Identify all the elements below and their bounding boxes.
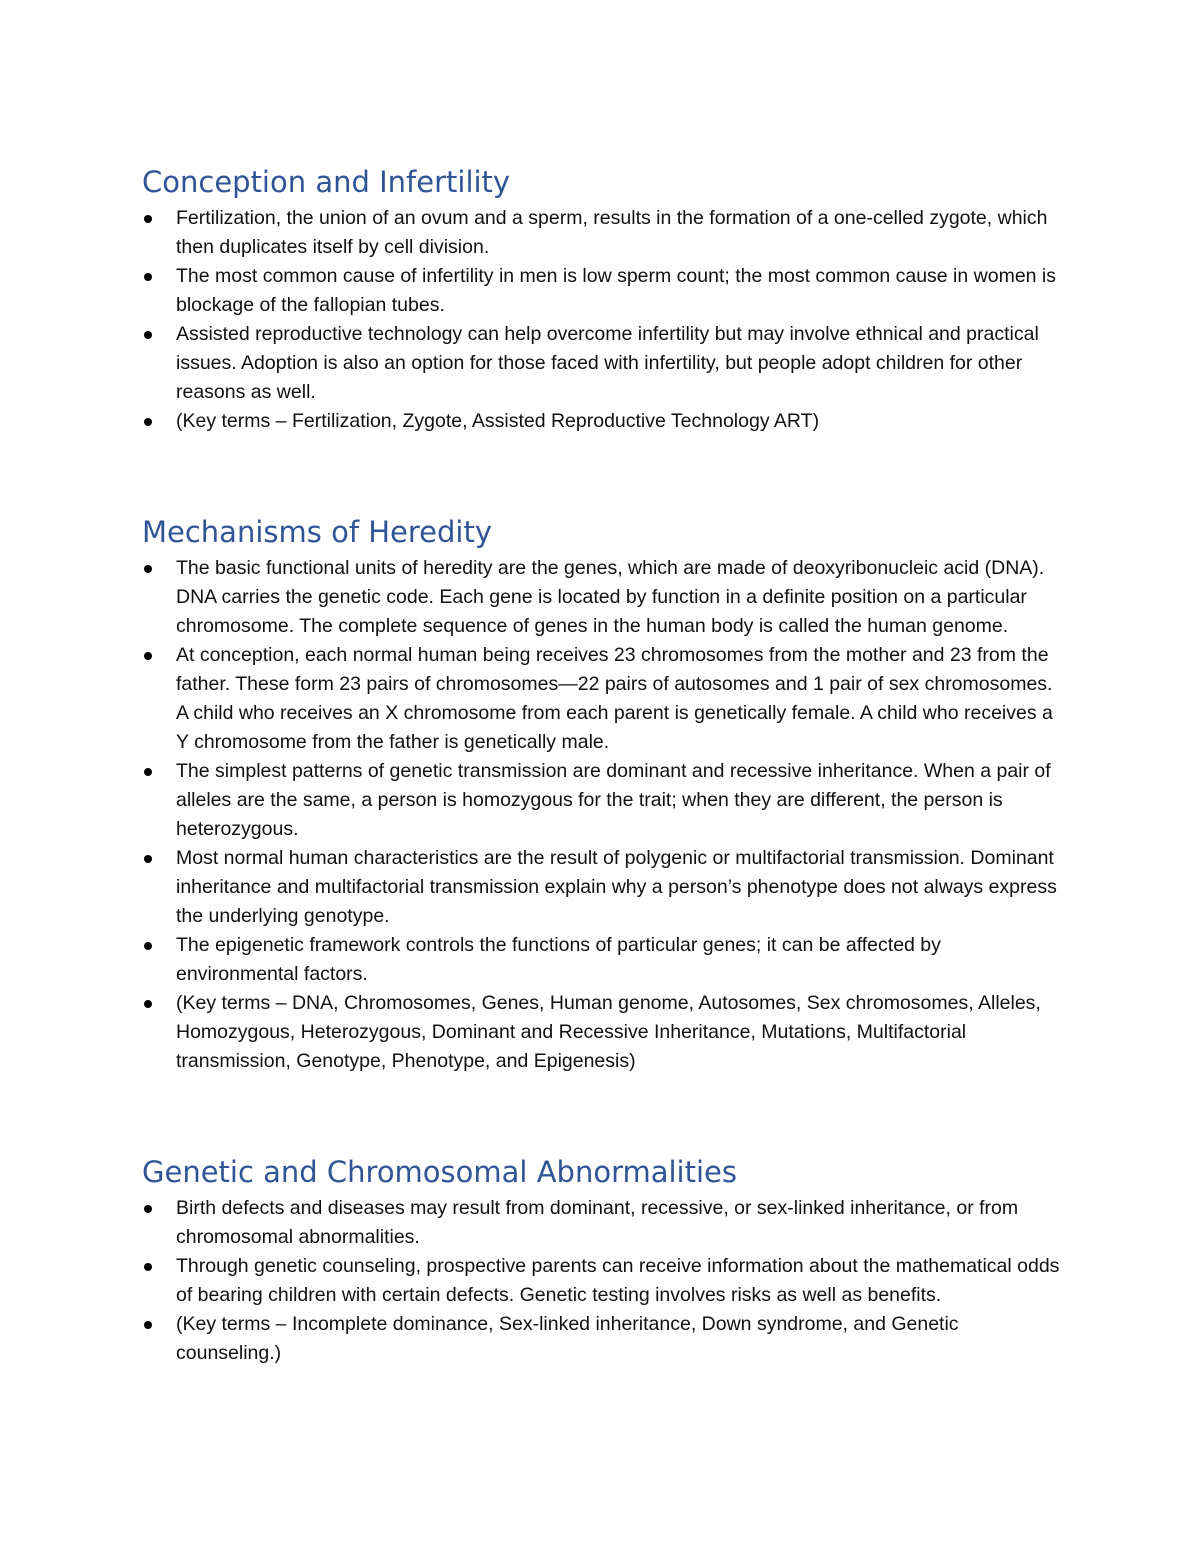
list-item — [142, 554, 1067, 641]
section-heading: Conception and Infertility — [142, 165, 511, 199]
bullet-list — [142, 1194, 1067, 1368]
bullet-icon — [144, 1000, 152, 1008]
list-item-text: The epigenetic framework controls the functions of particular genes; it can be affected by environmental factors. — [176, 934, 941, 985]
document-page — [142, 160, 1067, 1368]
list-item-text: Birth defects and diseases may result from dominant, recessive, or sex-linked inheritance, or from chromosomal abnormalities. — [176, 1197, 1019, 1248]
bullet-list — [142, 554, 1067, 1076]
list-item — [142, 757, 1067, 844]
bullet-icon — [144, 652, 152, 660]
section-mechanisms-of-heredity — [142, 510, 1067, 1076]
bullet-icon — [144, 273, 152, 281]
list-item — [142, 1252, 1067, 1310]
list-item — [142, 320, 1067, 407]
bullet-icon — [144, 942, 152, 950]
bullet-icon — [144, 418, 152, 426]
list-item — [142, 844, 1067, 931]
section-conception-and-infertility — [142, 160, 1067, 436]
bullet-icon — [144, 768, 152, 776]
bullet-icon — [144, 855, 152, 863]
list-item — [142, 1310, 1067, 1368]
list-item — [142, 262, 1067, 320]
section-genetic-and-chromosomal-abnormalities — [142, 1150, 1067, 1368]
list-item-text: Assisted reproductive technology can help overcome infertility but may involve ethnical and practical issues. Adoption is also an option for those faced with infertility, but people adopt children for other reasons as well. — [176, 323, 1039, 403]
list-item-text: The basic functional units of heredity are the genes, which are made of deoxyribonucleic acid (DNA). DNA carries the genetic code. Each gene is located by function in a definite position on a particular chromosome. The complete sequence of genes in the human body is called the human genome. — [176, 557, 1045, 637]
bullet-icon — [144, 331, 152, 339]
bullet-icon — [144, 215, 152, 223]
list-item — [142, 204, 1067, 262]
bullet-icon — [144, 1205, 152, 1213]
list-item-text: The simplest patterns of genetic transmission are dominant and recessive inheritance. When a pair of alleles are the same, a person is homozygous for the trait; when they are different, the person is heterozygous. — [176, 760, 1051, 840]
list-item-text: Fertilization, the union of an ovum and a sperm, results in the formation of a one-celled zygote, which then duplicates itself by cell division. — [176, 207, 1048, 258]
list-item — [142, 989, 1067, 1076]
list-item-text: Most normal human characteristics are the result of polygenic or multifactorial transmission. Dominant inheritance and multifactorial transmission explain why a person’s phenotype does not always express the underlying genotype. — [176, 847, 1057, 927]
list-item-text: (Key terms – DNA, Chromosomes, Genes, Human genome, Autosomes, Sex chromosomes, Alleles, Homozygous, Heterozygous, Dominant and Recessive Inheritance, Mutations, Multifactorial transmission, Genotype, Phenotype, and Epigenesis) — [176, 992, 1041, 1072]
list-item — [142, 641, 1067, 757]
list-item — [142, 931, 1067, 989]
list-item — [142, 407, 1067, 436]
list-item — [142, 1194, 1067, 1252]
section-heading: Genetic and Chromosomal Abnormalities — [142, 1155, 737, 1189]
bullet-icon — [144, 565, 152, 573]
list-item-text: (Key terms – Fertilization, Zygote, Assisted Reproductive Technology ART) — [176, 410, 820, 432]
list-item-text: The most common cause of infertility in men is low sperm count; the most common cause in women is blockage of the fallopian tubes. — [176, 265, 1057, 316]
list-item-text: At conception, each normal human being receives 23 chromosomes from the mother and 23 from the father. These form 23 pairs of chromosomes—22 pairs of autosomes and 1 pair of sex chromosomes. A child who receives an X chromosome from each parent is genetically female. A child who receives a Y chromosome from the father is genetically male. — [176, 644, 1053, 753]
list-item-text: Through genetic counseling, prospective parents can receive information about the mathematical odds of bearing children with certain defects. Genetic testing involves risks as well as benefits. — [176, 1255, 1060, 1306]
list-item-text: (Key terms – Incomplete dominance, Sex-linked inheritance, Down syndrome, and Genetic counseling.) — [176, 1313, 959, 1364]
bullet-icon — [144, 1263, 152, 1271]
section-heading: Mechanisms of Heredity — [142, 515, 493, 549]
bullet-icon — [144, 1321, 152, 1329]
bullet-list — [142, 204, 1067, 436]
